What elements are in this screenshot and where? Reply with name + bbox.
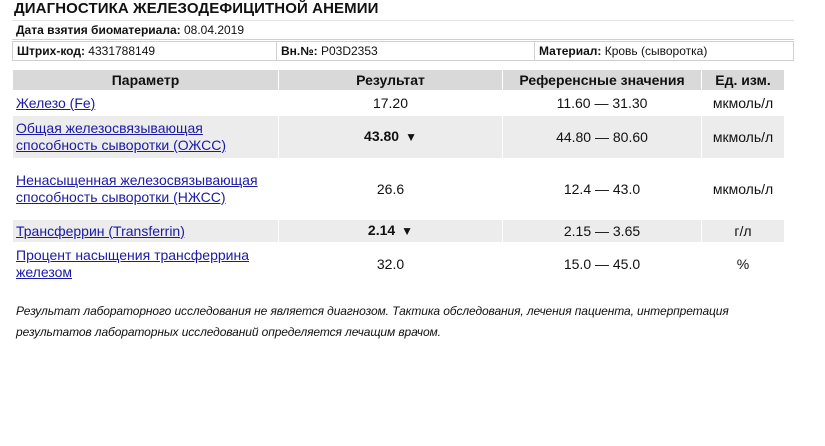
barcode-cell [12,42,276,61]
internal-number-label: Вн.№: [281,44,318,58]
table-row [13,160,784,218]
table-header-row [13,70,784,90]
unit: г/л [702,220,784,242]
material-cell [534,42,794,61]
header-result: Результат [279,70,502,90]
parameter-link-uibc[interactable]: Ненасыщенная железосвязывающая способность сыворотки (НЖСС) [16,172,258,205]
internal-number-cell [276,42,534,61]
unit: мкмоль/л [712,180,774,197]
barcode-value: 4331788149 [88,44,156,58]
parameter-link-iron[interactable]: Железо (Fe) [16,94,96,111]
result-value: 2.14 ▼ [279,220,502,242]
report-title: ДИАГНОСТИКА ЖЕЛЕЗОДЕФИЦИТНОЙ АНЕМИИ [14,0,379,17]
unit: мкмоль/л [712,94,774,111]
below-range-arrow-icon: ▼ [401,224,414,238]
result-value: 26.6 [376,180,405,197]
collection-date-row [12,20,794,40]
result-value: 43.80 ▼ [279,116,502,158]
header-unit: Ед. изм. [702,70,784,90]
table-row [13,116,784,158]
disclaimer-note: Результат лабораторного исследования не является диагнозом. Тактика обследования, лечения пациента, интерпретация результатов лабораторных исследований определяется лечащим врачом. [16,304,729,339]
reference-range: 11.60 — 31.30 [556,94,648,111]
results-table [12,68,785,286]
reference-range: 2.15 — 3.65 [503,220,701,242]
below-range-arrow-icon: ▼ [405,130,417,144]
parameter-link-transferrin[interactable]: Трансферрин (Transferrin) [16,222,185,239]
header-reference: Референсные значения [503,70,701,90]
reference-range: 15.0 — 45.0 [563,255,641,272]
collection-date-value: 08.04.2019 [183,23,245,37]
table-row [13,220,784,242]
material-value: Кровь (сыворотка) [604,44,708,58]
parameter-link-tibc[interactable]: Общая железосвязывающая способность сыворотки (ОЖСС) [16,120,226,153]
reference-range: 12.4 — 43.0 [563,180,641,197]
header-parameter: Параметр [13,70,278,90]
reference-range: 44.80 — 80.60 [503,116,701,158]
collection-date-label: Дата взятия биоматериала: [16,23,181,37]
material-label: Материал: [539,44,602,58]
table-row [13,92,784,114]
unit: мкмоль/л [702,116,784,158]
unit: % [736,255,750,272]
internal-number-value: P03D2353 [320,44,378,58]
barcode-label: Штрих-код: [17,44,85,58]
result-value: 17.20 [372,94,409,111]
parameter-link-transferrin-saturation[interactable]: Процент насыщения трансферрина железом [16,247,249,280]
table-row [13,244,784,284]
sample-info-row [12,41,794,61]
result-value: 32.0 [376,255,405,272]
